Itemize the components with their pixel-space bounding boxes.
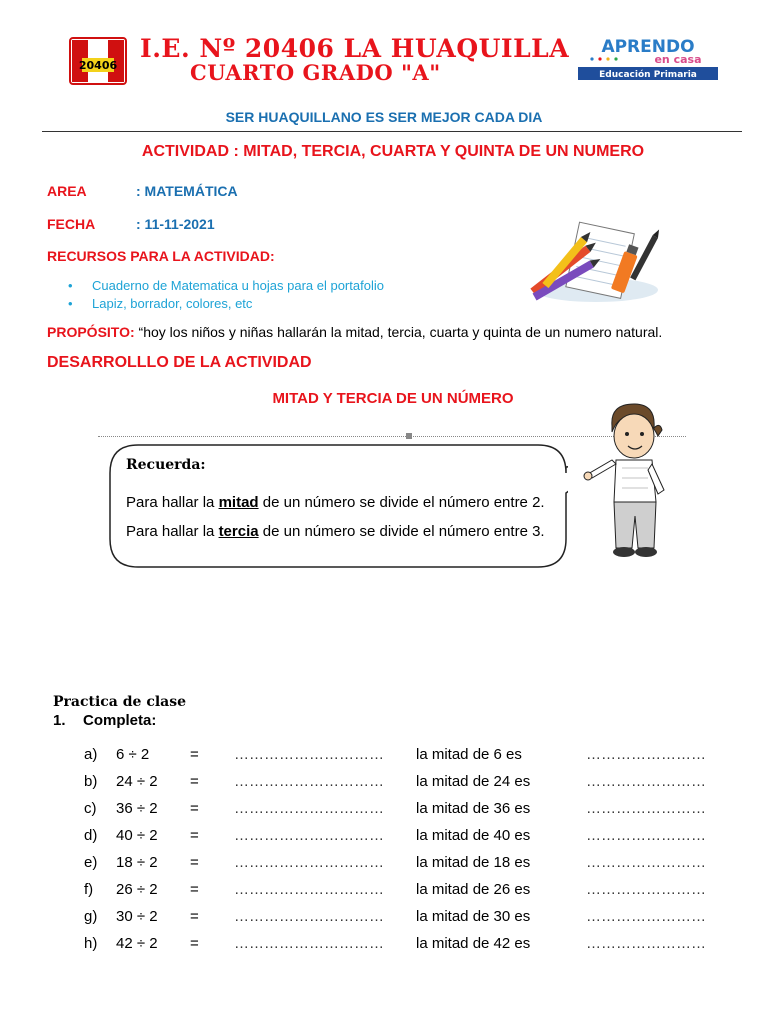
exercise-expression: 40 ÷ 2 (116, 827, 158, 844)
mitad-phrase: la mitad de 6 es (416, 746, 522, 763)
school-name: I.E. Nº 20406 LA HUAQUILLA (140, 34, 570, 63)
answer-blank: …………………… (586, 908, 706, 925)
exercise-expression: 26 ÷ 2 (116, 881, 158, 898)
equals-sign: = (190, 854, 199, 871)
mitad-phrase: la mitad de 36 es (416, 800, 531, 817)
boy-illustration (582, 398, 682, 560)
equals-sign: = (190, 773, 199, 790)
svg-text:en casa: en casa (654, 53, 702, 66)
exercise-expression: 30 ÷ 2 (116, 908, 158, 925)
exercise-row (84, 854, 724, 874)
answer-blank: …………………… (586, 746, 706, 763)
exercise-letter: b) (84, 773, 98, 790)
equals-sign: = (190, 908, 199, 925)
mitad-phrase: la mitad de 40 es (416, 827, 531, 844)
recuerda-heading: Recuerda: (126, 457, 206, 473)
school-logo (68, 36, 128, 86)
mitad-rule: Para hallar la mitad de un número se divide el número entre 2. (126, 494, 545, 511)
proposito-text: “hoy los niños y niñas hallarán la mitad, tercia, cuarta y quinta de un numero natural. (134, 324, 663, 340)
answer-blank: …………………… (586, 773, 706, 790)
answer-blank: ………………………… (234, 854, 384, 871)
aprendo-en-casa-logo (578, 37, 718, 81)
mitad-phrase: la mitad de 26 es (416, 881, 531, 898)
tercia-rule: Para hallar la tercia de un número se divide el número entre 3. (126, 523, 545, 540)
exercise-row (84, 773, 724, 793)
mitad-phrase: la mitad de 42 es (416, 935, 531, 952)
answer-blank: ………………………… (234, 773, 384, 790)
answer-blank: …………………… (586, 935, 706, 952)
equals-sign: = (190, 881, 199, 898)
mitad-phrase: la mitad de 18 es (416, 854, 531, 871)
school-supplies-illustration (524, 220, 664, 306)
mitad-phrase: la mitad de 30 es (416, 908, 531, 925)
exercise-row (84, 935, 724, 955)
answer-blank: …………………… (586, 827, 706, 844)
fecha-value: : 11-11-2021 (136, 216, 215, 232)
exercise-letter: c) (84, 800, 97, 817)
exercise-row (84, 908, 724, 928)
equals-sign: = (190, 935, 199, 952)
answer-blank: …………………… (586, 881, 706, 898)
exercise-letter: e) (84, 854, 98, 871)
exercise-row (84, 827, 724, 847)
exercise-row (84, 800, 724, 820)
area-value: : MATEMÁTICA (136, 183, 238, 199)
tercia-keyword: tercia (218, 523, 259, 540)
svg-text:APRENDO: APRENDO (601, 37, 695, 57)
exercise-letter: a) (84, 746, 98, 763)
answer-blank: ………………………… (234, 800, 384, 817)
activity-title: ACTIVIDAD : MITAD, TERCIA, CUARTA Y QUINTA DE UN NUMERO (141, 143, 645, 160)
answer-blank: ………………………… (234, 827, 384, 844)
answer-blank: ………………………… (234, 881, 384, 898)
equals-sign: = (190, 746, 199, 763)
exercise-expression: 18 ÷ 2 (116, 854, 158, 871)
exercise-letter: g) (84, 908, 98, 925)
grade-label: CUARTO GRADO "A" (190, 60, 441, 85)
desarrollo-heading: DESARROLLLO DE LA ACTIVIDAD (47, 354, 312, 371)
exercise-expression: 6 ÷ 2 (116, 746, 150, 763)
item-label: Completa: (83, 712, 157, 729)
svg-text:Educación Primaria: Educación Primaria (599, 70, 697, 80)
answer-blank: ………………………… (234, 746, 384, 763)
exercise-letter: d) (84, 827, 98, 844)
proposito-label: PROPÓSITO: (47, 324, 135, 340)
item-number: 1. (53, 712, 66, 729)
recursos-label: RECURSOS PARA LA ACTIVIDAD: (47, 248, 275, 264)
equals-sign: = (190, 800, 199, 817)
equals-sign: = (190, 827, 199, 844)
answer-blank: ………………………… (234, 908, 384, 925)
exercise-letter: h) (84, 935, 98, 952)
exercise-row (84, 746, 724, 766)
practica-heading: Practica de clase (53, 694, 187, 710)
answer-blank: ………………………… (234, 935, 384, 952)
exercise-expression: 42 ÷ 2 (116, 935, 158, 952)
answer-blank: …………………… (586, 854, 706, 871)
exercise-expression: 36 ÷ 2 (116, 800, 158, 817)
svg-text:20406: 20406 (78, 59, 118, 72)
area-label: AREA (47, 183, 87, 199)
proposito (47, 324, 662, 340)
exercise-row (84, 881, 724, 901)
mitad-phrase: la mitad de 24 es (416, 773, 531, 790)
header-divider (42, 131, 742, 132)
mitad-keyword: mitad (218, 494, 259, 511)
school-motto: SER HUAQUILLANO ES SER MEJOR CADA DIA (225, 109, 543, 125)
fecha-label: FECHA (47, 216, 96, 232)
section-title: MITAD Y TERCIA DE UN NÚMERO (272, 390, 514, 407)
answer-blank: …………………… (586, 800, 706, 817)
exercise-letter: f) (84, 881, 94, 898)
exercise-expression: 24 ÷ 2 (116, 773, 158, 790)
divider-handle (406, 433, 412, 439)
